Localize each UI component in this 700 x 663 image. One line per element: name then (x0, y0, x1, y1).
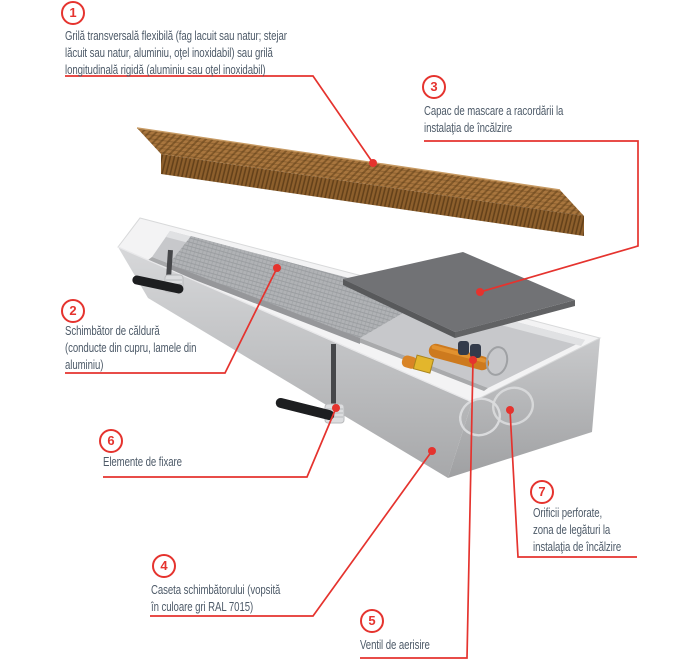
callout-text-line: longitudinală rigidă (aluminiu sau oţel inoxidabil) (65, 62, 266, 77)
callout-text-3 (424, 102, 563, 136)
callout-text-line: Schimbător de căldură (65, 323, 160, 338)
callout-badge-6: 6 (99, 429, 123, 453)
callout-badge-5: 5 (360, 609, 384, 633)
callout-badge-3: 3 (422, 75, 446, 99)
callout-text-line: instalaţia de încălzire (424, 120, 513, 135)
callout-text-5 (360, 636, 430, 653)
callout-text-line: Ventil de aerisire (360, 637, 430, 652)
callout-text-line: zona de legături la (533, 522, 611, 537)
callout-badge-7: 7 (530, 480, 554, 504)
callout-badge-4: 4 (152, 554, 176, 578)
callout-badge-1: 1 (61, 1, 85, 25)
callout-badge-2: 2 (61, 299, 85, 323)
callout-text-line: Caseta schimbătorului (vopsită (151, 582, 281, 597)
callout-text-2 (65, 322, 196, 373)
callout-text-line: Grilă transversală flexibilă (fag lacuit sau natur; stejar (65, 28, 287, 43)
callout-text-6 (103, 453, 182, 470)
callout-text-line: instalaţia de încălzire (533, 539, 622, 554)
callout-text-line: (conducte din cupru, lamele din (65, 340, 197, 355)
callout-text-line: Elemente de fixare (103, 454, 182, 469)
callout-text-7 (533, 504, 621, 555)
callout-text-line: în culoare gri RAL 7015) (151, 599, 254, 614)
callout-text-line: aluminiu) (65, 357, 104, 372)
callout-text-line: Capac de mascare a racordării la (424, 103, 564, 118)
callout-text-line: Orificii perforate, (533, 505, 603, 520)
callout-text-4 (151, 581, 280, 615)
callout-text-1 (65, 27, 287, 78)
callout-text-line: lăcuit sau natur, aluminiu, oţel inoxidabil) sau grilă (65, 45, 273, 60)
